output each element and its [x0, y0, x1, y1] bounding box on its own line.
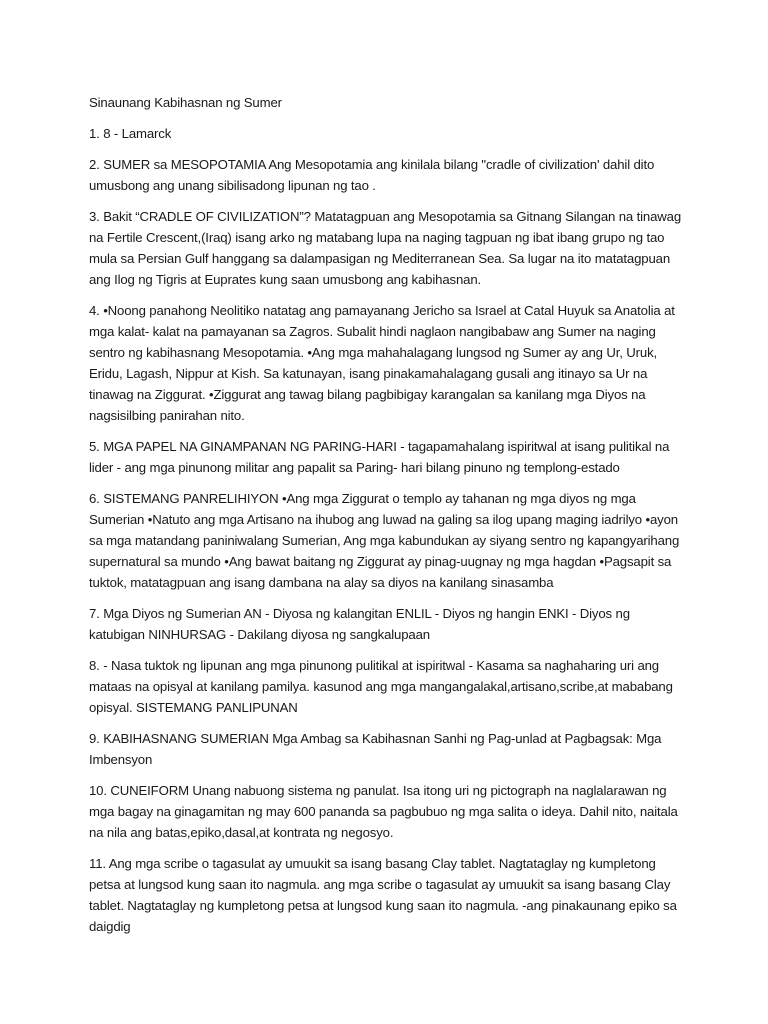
paragraph-9: 9. KABIHASNANG SUMERIAN Mga Ambag sa Kabihasnan Sanhi ng Pag-unlad at Pagbagsak: Mga Imbensyon: [89, 731, 662, 767]
paragraph-8: 8. - Nasa tuktok ng lipunan ang mga pinunong pulitikal at ispiritwal - Kasama sa naghaharing uri ang mataas na opisyal at kanilang pamilya. kasunod ang mga mangangalakal,artisano,scribe,at mababang opisyal. SISTEMANG PANLIPUNAN: [89, 658, 673, 715]
paragraph-1: 1. 8 - Lamarck: [89, 126, 172, 141]
paragraph-6: 6. SISTEMANG PANRELIHIYON •Ang mga Ziggurat o templo ay tahanan ng mga diyos ng mga Sumerian •Natuto ang mga Artisano na ihubog ang luwad na galing sa ilog upang maging iadrilyo •ayon sa mga matandang paniniwalang Sumerian, Ang mga kabundukan ay siyang sentro ng kapangyarihang supernatural sa mundo •Ang bawat baitang ng Ziggurat ay pinag-uugnay ng mga hagdan •Pagsapit sa tuktok, matatagpuan ang isang dambana na alay sa diyos na kanilang sinasamba: [89, 491, 680, 590]
paragraph-4: 4. •Noong panahong Neolitiko natatag ang pamayanang Jericho sa Israel at Catal Huyuk sa Anatolia at mga kalat- kalat na pamayanan sa Zagros. Subalit hindi naglaon nangibabaw ang Sumer na naging sentro ng kabihasnang Mesopotamia. •Ang mga mahahalagang lungsod ng Sumer ay ang Ur, Uruk, Eridu, Lagash, Nippur at Kish. Sa katunayan, isang pinakamahalagang gusali ang itinayo sa Ur na tinawag na Ziggurat. •Ziggurat ang tawag bilang pagbibigay karangalan sa kanilang mga Diyos na nagsisilbing panirahan nito.: [89, 303, 675, 423]
document-title: Sinaunang Kabihasnan ng Sumer: [89, 95, 282, 110]
paragraph-11: 11. Ang mga scribe o tagasulat ay umuukit sa isang basang Clay tablet. Nagtataglay ng kumpletong petsa at lungsod kung saan ito nagmula. ang mga scribe o tagasulat ay umuukit sa isang basang Clay tablet. Nagtataglay ng kumpletong petsa at lungsod kung saan ito nagmula. -ang pinakaunang epiko sa daigdig: [89, 856, 677, 934]
paragraph-7: 7. Mga Diyos ng Sumerian AN - Diyosa ng kalangitan ENLIL - Diyos ng hangin ENKI - Diyos ng katubigan NINHURSAG - Dakilang diyosa ng sangkalupaan: [89, 606, 630, 642]
paragraph-2: 2. SUMER sa MESOPOTAMIA Ang Mesopotamia ang kinilala bilang "cradle of civilization' dahil dito umusbong ang unang sibilisadong lipunan ng tao .: [89, 157, 655, 193]
paragraph-10: 10. CUNEIFORM Unang nabuong sistema ng panulat. Isa itong uri ng pictograph na naglalarawan ng mga bagay na ginagamitan ng may 600 pananda sa pagbubuo ng mga salita o ideya. Dahil nito, naitala na nila ang batas,epiko,dasal,at kontrata ng negosyo.: [89, 783, 678, 840]
paragraph-3: 3. Bakit “CRADLE OF CIVILIZATION”? Matatagpuan ang Mesopotamia sa Gitnang Silangan na tinawag na Fertile Crescent,(Iraq) isang arko ng matabang lupa na naging tagpuan ng ibat ibang grupo ng tao mula sa Persian Gulf hanggang sa dalampasigan ng Mediterranean Sea. Sa lugar na ito matatagpuan ang Ilog ng Tigris at Euprates kung saan umusbong ang kabihasnan.: [89, 209, 681, 287]
paragraph-5: 5. MGA PAPEL NA GINAMPANAN NG PARING-HARI - tagapamahalang ispiritwal at isang pulitikal na lider - ang mga pinunong militar ang papalit sa Paring- hari bilang pinuno ng templong-estado: [89, 439, 670, 475]
